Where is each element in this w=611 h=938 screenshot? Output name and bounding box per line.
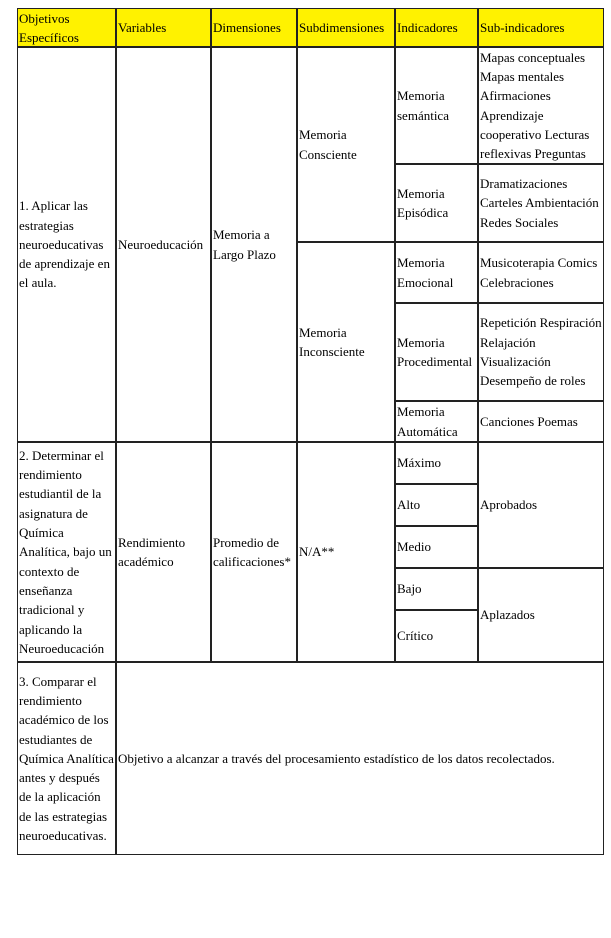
cell-text: Máximo [397, 455, 442, 471]
subindicator-emocional [478, 242, 604, 303]
cell-text: 3. Comparar el rendimiento académico de los estudiantes de Química Analítica antes y después de la aplicación de las estrategias neuroeducativas. [19, 673, 114, 844]
cell-text: Memoria Procedimental [397, 334, 473, 369]
cell-text: Repetición Respiración Relajación Visualización Desempeño de roles [480, 315, 602, 389]
indicator-maximo [395, 442, 478, 484]
indicator-bajo [395, 568, 478, 610]
cell-text: Crítico [397, 628, 434, 644]
cell-text: Canciones Poemas [480, 413, 578, 429]
header-indicadores [395, 8, 478, 47]
row2-subdimension [297, 442, 395, 662]
cell-text: Memoria semántica [397, 88, 449, 123]
cell-text: Objetivo a alcanzar a través del procesamiento estadístico de los datos recolectados. [118, 750, 555, 766]
cell-text: Memoria a Largo Plazo [213, 227, 276, 262]
cell-text: Memoria Emocional [397, 255, 454, 290]
indicator-critico [395, 610, 478, 662]
cell-text: Bajo [397, 581, 422, 597]
row1-variable [116, 47, 211, 442]
row1-dimension [211, 47, 297, 442]
indicator-alto [395, 484, 478, 526]
cell-text: Alto [397, 497, 421, 513]
cell-text: Dramatizaciones Carteles Ambientación Redes Sociales [480, 176, 599, 230]
header-label: Dimensiones [213, 19, 281, 35]
header-subdimensiones [297, 8, 395, 47]
cell-text: Aplazados [480, 607, 535, 623]
header-label: Sub-indicadores [480, 19, 565, 35]
header-dimensiones [211, 8, 297, 47]
header-variables [116, 8, 211, 47]
cell-text: N/A** [299, 544, 335, 560]
subindicator-procedimental [478, 303, 604, 401]
row2-dimension [211, 442, 297, 662]
cell-text: Rendimiento académico [118, 534, 186, 569]
cell-text: Memoria Automática [397, 404, 458, 439]
cell-text: Musicoterapia Comics Celebraciones [480, 255, 598, 290]
header-label: Variables [118, 19, 167, 35]
cell-text: Memoria Inconsciente [299, 324, 365, 359]
row1-sub-consciente [297, 47, 395, 242]
subindicator-automatica [478, 401, 604, 442]
subindicator-episodica [478, 164, 604, 242]
cell-text: Aprobados [480, 497, 538, 513]
indicator-procedimental [395, 303, 478, 401]
row3-objective [17, 662, 116, 855]
indicator-medio [395, 526, 478, 568]
cell-text: Medio [397, 539, 431, 555]
indicator-semantica [395, 47, 478, 164]
header-subindicadores [478, 8, 604, 47]
header-label: Objetivos Específicos [19, 11, 79, 46]
cell-text: 1. Aplicar las estrategias neuroeducativas de aprendizaje en el aula. [19, 198, 110, 291]
group-aprobados [478, 442, 604, 568]
cell-text: Neuroeducación [118, 236, 204, 252]
header-label: Indicadores [397, 19, 458, 35]
indicator-emocional [395, 242, 478, 303]
cell-text: Memoria Consciente [299, 127, 357, 162]
row2-variable [116, 442, 211, 662]
row3-note [116, 662, 604, 855]
cell-text: Memoria Episódica [397, 185, 449, 220]
subindicator-semantica [478, 47, 604, 164]
indicator-automatica [395, 401, 478, 442]
header-label: Subdimensiones [299, 19, 385, 35]
row1-sub-inconsciente [297, 242, 395, 442]
row2-objective [17, 442, 116, 662]
row1-objective [17, 47, 116, 442]
header-objetivos [17, 8, 116, 47]
group-aplazados [478, 568, 604, 662]
cell-text: Mapas conceptuales Mapas mentales Afirmaciones Aprendizaje cooperativo Lecturas reflexivas Preguntas [480, 49, 590, 162]
cell-text: 2. Determinar el rendimiento estudiantil de la asignatura de Química Analítica, bajo un contexto de enseñanza tradicional y aplicando la Neuroeducación [19, 447, 112, 656]
indicator-episodica [395, 164, 478, 242]
cell-text: Promedio de calificaciones* [213, 534, 291, 569]
